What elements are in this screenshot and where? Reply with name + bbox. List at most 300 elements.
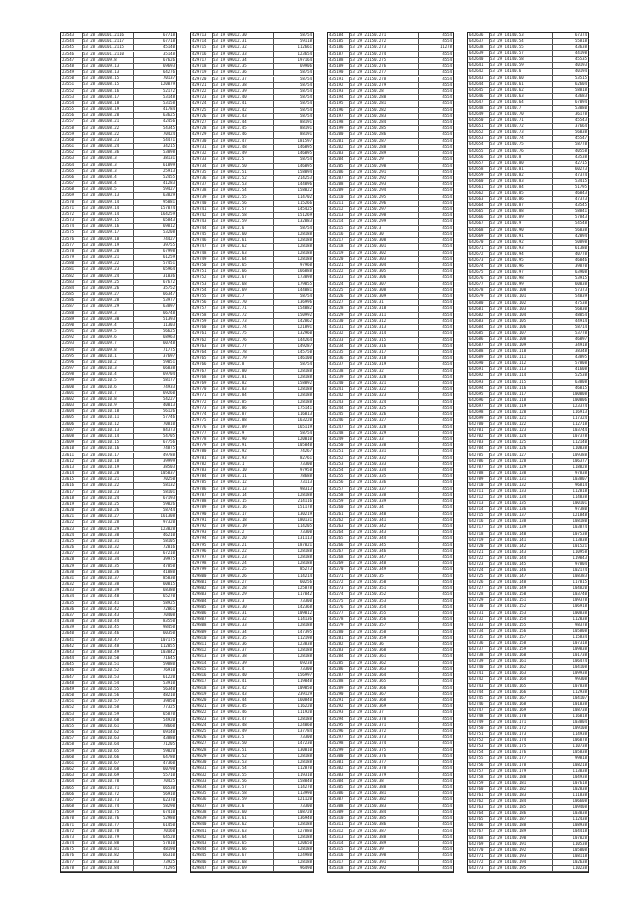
row-id: 642769 <box>469 842 490 847</box>
row-id: 435260 <box>329 505 350 510</box>
row-code: 53 28 300110.29 <box>83 527 134 532</box>
row-id: 642734 <box>469 629 490 634</box>
row-code: 53 29 14140.160 <box>490 653 553 658</box>
row-value: 58754 <box>299 88 312 93</box>
row-value: 4554 <box>442 188 452 193</box>
row-code: 53 29 21150.310 <box>350 306 419 311</box>
row-code: 53 29 21150.362 <box>350 661 419 666</box>
row-value: 128188 <box>297 648 312 653</box>
row-id: 435300 <box>329 754 350 759</box>
row-code: 53 29 14140.187 <box>490 817 553 822</box>
row-code: 53 28 300110.22 <box>83 483 134 488</box>
row-id: 435252 <box>329 456 350 461</box>
row-id: 429776 <box>192 425 213 430</box>
row-id: 23607 <box>62 428 83 433</box>
row-value: 106078 <box>572 738 587 743</box>
row-value: 58177 <box>162 378 175 383</box>
row-value: 4554 <box>442 697 452 702</box>
row-code: 53 29 14140.104 <box>490 313 553 318</box>
row-id: 23618 <box>62 496 83 501</box>
row-value: 4554 <box>442 635 452 640</box>
row-value: 73113 <box>299 480 312 485</box>
row-value: 67672 <box>162 279 175 284</box>
row-code: 53 29 14140.192 <box>490 848 553 853</box>
row-code: 53 19 09013.64 <box>213 835 274 840</box>
row-value: 40013 <box>162 403 175 408</box>
row-id: 435235 <box>329 350 350 355</box>
row-value: 173098 <box>297 275 312 280</box>
row-code: 53 19 09012.83 <box>213 387 274 392</box>
row-id: 435194 <box>329 95 350 100</box>
row-value: 147230 <box>297 741 312 746</box>
row-code: 53 28 300110.64 <box>83 742 134 747</box>
row-value: 144081 <box>297 287 312 292</box>
row-id: 435258 <box>329 493 350 498</box>
row-value: 4554 <box>442 331 452 336</box>
row-value: 112140 <box>572 440 587 445</box>
row-value: 41784 <box>162 107 175 112</box>
row-code: 53 29 14140.152 <box>490 604 553 609</box>
row-id: 642720 <box>469 544 490 549</box>
row-id: 642709 <box>469 477 490 482</box>
row-value: 4554 <box>442 443 452 448</box>
row-code: 53 28 300110.79 <box>83 835 134 840</box>
row-value: 97958 <box>299 468 312 473</box>
row-code: 53 19 09012.79 <box>213 356 274 361</box>
row-id: 429783 <box>192 468 213 473</box>
row-id: 642680 <box>469 301 490 306</box>
row-code: 53 29 14140.62 <box>490 88 553 93</box>
row-code: 53 19 09013.11 <box>213 474 274 479</box>
row-code: 53 19 09013.33 <box>213 623 274 628</box>
row-code: 53 29 21150.294 <box>350 188 419 193</box>
row-value: 56625 <box>162 329 175 334</box>
row-code: 53 19 09013.17 <box>213 512 274 517</box>
row-code: 53 28 300110.48 <box>83 644 134 649</box>
row-id: 642672 <box>469 252 490 257</box>
row-value: 128188 <box>297 244 312 249</box>
row-value: 4554 <box>442 561 452 566</box>
row-value: 128188 <box>297 231 312 236</box>
row-value: 56038 <box>574 227 587 232</box>
row-code: 53 29 21150.305 <box>350 269 419 274</box>
row-code: 53 29 14140.89 <box>490 215 553 220</box>
row-code: 53 19 09013.63 <box>213 829 274 834</box>
row-code: 53 29 21150.323 <box>350 393 419 398</box>
row-value: 58754 <box>299 294 312 299</box>
row-id: 642652 <box>469 130 490 135</box>
row-value: 106608 <box>572 799 587 804</box>
row-value: 35148 <box>162 51 175 56</box>
row-code: 53 28 300109.22 <box>83 261 134 266</box>
row-code: 53 19 09013.67 <box>213 853 274 858</box>
row-code: 53 29 21150.315 <box>350 338 419 343</box>
row-value: 103874 <box>572 525 587 530</box>
row-code: 53 28 300108.21 <box>83 119 134 124</box>
row-code: 53 19 09012.34 <box>213 58 274 63</box>
row-id: 435211 <box>329 201 350 206</box>
row-id: 23638 <box>62 619 83 624</box>
row-code: 53 29 21150.297 <box>350 207 419 212</box>
row-value: 74427 <box>162 236 175 241</box>
row-id: 429788 <box>192 499 213 504</box>
row-id: 23565 <box>62 169 83 174</box>
row-value: 96490 <box>299 865 312 870</box>
row-value: 73300 <box>299 598 312 603</box>
row-id: 23608 <box>62 434 83 439</box>
row-code: 53 29 14140.76 <box>490 149 553 154</box>
row-code: 53 29 14140.74 <box>490 136 553 141</box>
row-value: 4554 <box>442 772 452 777</box>
row-id: 429791 <box>192 518 213 523</box>
row-id: 642651 <box>469 124 490 129</box>
row-value: 53915 <box>574 276 587 281</box>
row-value: 58778 <box>574 142 587 147</box>
row-id: 435214 <box>329 219 350 224</box>
row-code: 53 19 09013.41 <box>213 679 274 684</box>
row-code: 53 29 21150.289 <box>350 151 419 156</box>
row-value: 4554 <box>442 337 452 342</box>
row-code: 53 28 300109.5 <box>83 329 134 334</box>
row-id: 642658 <box>469 167 490 172</box>
row-id: 642740 <box>469 665 490 670</box>
column-block-4 <box>467 32 589 873</box>
row-id: 435285 <box>329 661 350 666</box>
column-block-3 <box>327 32 454 873</box>
row-value: 4554 <box>442 480 452 485</box>
row-code: 53 29 14140.128 <box>490 459 553 464</box>
row-code: 53 29 14140.95 <box>490 258 553 263</box>
row-id: 435298 <box>329 741 350 746</box>
row-id: 23649 <box>62 687 83 692</box>
row-code: 53 29 14140.180 <box>490 775 553 780</box>
row-value: 4554 <box>442 710 452 715</box>
row-code: 53 29 14140.92 <box>490 240 553 245</box>
row-id: 23600 <box>62 385 83 390</box>
row-id: 429731 <box>192 145 213 150</box>
row-value: 63897 <box>162 304 175 309</box>
row-code: 53 28 300109.8 <box>83 58 134 63</box>
row-id: 23605 <box>62 415 83 420</box>
row-id: 435198 <box>329 120 350 125</box>
row-code: 53 19 09012.80 <box>213 369 274 374</box>
row-id: 435221 <box>329 263 350 268</box>
row-value: 53910 <box>162 680 175 685</box>
row-code: 53 29 14140.9 <box>490 221 553 226</box>
row-code: 53 28 300108.3 <box>83 163 134 168</box>
row-code: 53 19 09012.7 <box>213 294 274 299</box>
row-id: 429819 <box>192 692 213 697</box>
row-value: 76910 <box>162 668 175 673</box>
row-value: 4554 <box>442 691 452 696</box>
row-value: 4554 <box>442 822 452 827</box>
row-value: 130219 <box>297 511 312 516</box>
row-code: 53 29 14140.98 <box>490 276 553 281</box>
row-code: 53 29 21150.360 <box>350 648 419 653</box>
row-id: 642724 <box>469 568 490 573</box>
row-code: 53 29 14140.157 <box>490 635 553 640</box>
row-id: 429806 <box>192 611 213 616</box>
row-value: 38503 <box>162 464 175 469</box>
row-value: 4554 <box>442 256 452 261</box>
row-id: 23674 <box>62 841 83 846</box>
row-id: 429773 <box>192 406 213 411</box>
row-code: 53 19 09012.54 <box>213 188 274 193</box>
row-value: 147395 <box>297 629 312 634</box>
row-id: 23574 <box>62 224 83 229</box>
row-id: 642700 <box>469 422 490 427</box>
row-id: 435296 <box>329 729 350 734</box>
row-code: 53 19 09013.3 <box>213 599 274 604</box>
row-value: 103807 <box>572 476 587 481</box>
row-code: 53 29 21150.316 <box>350 344 419 349</box>
row-value: 53415 <box>574 178 587 183</box>
row-code: 53 28 300110.77 <box>83 823 134 828</box>
row-id: 435204 <box>329 157 350 162</box>
row-id: 642748 <box>469 714 490 719</box>
row-id: 23673 <box>62 835 83 840</box>
row-value: 128188 <box>297 492 312 497</box>
row-code: 53 29 21150.318 <box>350 356 419 361</box>
row-code: 53 28 300101.2115 <box>83 45 134 50</box>
row-code: 53 28 300110.35 <box>83 564 134 569</box>
row-value: 97380 <box>574 507 587 512</box>
row-code: 53 29 21150.288 <box>350 145 419 150</box>
row-code: 53 29 21150.292 <box>350 176 419 181</box>
row-code: 53 28 300110.14 <box>83 434 134 439</box>
row-code: 53 29 14140.118 <box>490 398 553 403</box>
row-value: 61099 <box>162 162 175 167</box>
row-value: 4554 <box>442 244 452 249</box>
row-code: 53 29 14140.121 <box>490 416 553 421</box>
row-code: 53 19 09013.68 <box>213 860 274 865</box>
row-value: 4554 <box>442 449 452 454</box>
row-id: 429811 <box>192 642 213 647</box>
row-value: 58754 <box>299 430 312 435</box>
row-code: 53 29 21150.364 <box>350 673 419 678</box>
row-id: 429816 <box>192 673 213 678</box>
row-id: 435277 <box>329 611 350 616</box>
row-code: 53 28 300110.20 <box>83 471 134 476</box>
row-id: 435202 <box>329 145 350 150</box>
row-value: 146095 <box>297 163 312 168</box>
row-code: 53 29 21150.276 <box>350 64 419 69</box>
row-id: 429801 <box>192 580 213 585</box>
row-value: 123038 <box>297 642 312 647</box>
row-code: 53 29 14140.123 <box>490 428 553 433</box>
row-id: 642742 <box>469 677 490 682</box>
row-id: 642767 <box>469 829 490 834</box>
row-value: 121120 <box>297 797 312 802</box>
row-code: 53 29 14140.119 <box>490 404 553 409</box>
row-value: 58290 <box>162 804 175 809</box>
row-code: 53 28 300110.8 <box>83 397 134 402</box>
row-value: 4554 <box>442 356 452 361</box>
row-id: 429794 <box>192 536 213 541</box>
row-code: 53 29 14140.167 <box>490 696 553 701</box>
row-value: 84373 <box>162 427 175 432</box>
row-code: 53 28 300110.67 <box>83 761 134 766</box>
row-code: 53 19 09012.37 <box>213 77 274 82</box>
row-id: 23554 <box>62 101 83 106</box>
row-id: 23614 <box>62 471 83 476</box>
row-value: 4554 <box>442 828 452 833</box>
row-id: 23585 <box>62 292 83 297</box>
row-code: 53 29 21150.376 <box>350 754 419 759</box>
row-id: 429833 <box>192 779 213 784</box>
row-code: 53 28 300109.14 <box>83 200 134 205</box>
row-value: 109050 <box>297 685 312 690</box>
row-id: 429814 <box>192 661 213 666</box>
row-code: 53 29 21150.36 <box>350 642 419 647</box>
row-value: 50898 <box>574 239 587 244</box>
row-value: 113990 <box>297 791 312 796</box>
row-id: 642665 <box>469 209 490 214</box>
row-code: 53 29 14140.163 <box>490 671 553 676</box>
row-id: 642688 <box>469 349 490 354</box>
row-id: 429735 <box>192 170 213 175</box>
row-id: 429782 <box>192 462 213 467</box>
row-id: 642663 <box>469 197 490 202</box>
row-code: 53 19 09012.46 <box>213 132 274 137</box>
row-code: 53 19 09013.69 <box>213 866 274 871</box>
row-id: 435200 <box>329 132 350 137</box>
row-id: 642735 <box>469 635 490 640</box>
row-value: 128188 <box>297 555 312 560</box>
row-value: 61259 <box>162 255 175 260</box>
row-code: 53 29 21150.282 <box>350 108 419 113</box>
row-id: 642657 <box>469 161 490 166</box>
row-id: 642659 <box>469 173 490 178</box>
row-id: 23627 <box>62 551 83 556</box>
row-code: 53 28 300110.38 <box>83 582 134 587</box>
row-id: 429729 <box>192 132 213 137</box>
row-id: 642644 <box>469 82 490 87</box>
row-id: 435283 <box>329 648 350 653</box>
row-id: 642768 <box>469 836 490 841</box>
row-id: 642675 <box>469 270 490 275</box>
row-code: 53 29 14140.159 <box>490 647 553 652</box>
row-code: 53 19 09012.33 <box>213 52 274 57</box>
row-code: 53 29 21150.304 <box>350 263 419 268</box>
row-id: 435228 <box>329 306 350 311</box>
row-id: 23664 <box>62 779 83 784</box>
row-value: 154082 <box>297 306 312 311</box>
row-value: 46046 <box>574 257 587 262</box>
row-id: 435269 <box>329 561 350 566</box>
row-id: 23647 <box>62 675 83 680</box>
row-value: 100838 <box>572 610 587 615</box>
row-code: 53 29 14140.168 <box>490 702 553 707</box>
row-code: 53 28 300110.50 <box>83 656 134 661</box>
row-code: 53 29 14140.142 <box>490 544 553 549</box>
row-value: 59020 <box>162 748 175 753</box>
row-code: 53 19 09013.60 <box>213 810 274 815</box>
row-code: 53 29 21150.283 <box>350 114 419 119</box>
row-id: 642764 <box>469 811 490 816</box>
row-code: 53 19 09013.34 <box>213 630 274 635</box>
row-id: 23547 <box>62 58 83 63</box>
row-code: 53 29 21150.370 <box>350 717 419 722</box>
row-value: 4554 <box>442 113 452 118</box>
row-value: 74933 <box>162 384 175 389</box>
row-value: 107175 <box>160 637 175 642</box>
row-code: 53 28 300110.30 <box>83 533 134 538</box>
row-code: 53 28 300110.40 <box>83 594 134 599</box>
row-value: 58754 <box>299 95 312 100</box>
row-code: 53 19 09013.13 <box>213 487 274 492</box>
row-code: 53 29 21150.291 <box>350 170 419 175</box>
row-value: 4554 <box>442 194 452 199</box>
row-code: 53 19 09013.36 <box>213 642 274 647</box>
row-value: 124060 <box>297 722 312 727</box>
row-code: 53 29 14140.59 <box>490 63 553 68</box>
row-code: 53 29 14140.75 <box>490 142 553 147</box>
row-id: 429825 <box>192 729 213 734</box>
row-value: 164259 <box>160 211 175 216</box>
row-value: 4554 <box>442 269 452 274</box>
row-value: 64780 <box>162 754 175 759</box>
row-value: 123028 <box>160 526 175 531</box>
row-code: 53 28 300109.13 <box>83 64 134 69</box>
row-id: 23564 <box>62 163 83 168</box>
row-code: 53 29 21150.379 <box>350 773 419 778</box>
row-value: 4554 <box>442 219 452 224</box>
row-value: 58754 <box>299 101 312 106</box>
row-id: 642716 <box>469 519 490 524</box>
row-value: 101521 <box>572 543 587 548</box>
row-id: 23672 <box>62 829 83 834</box>
row-id: 642717 <box>469 525 490 530</box>
row-id: 435263 <box>329 524 350 529</box>
row-value: 146095 <box>297 151 312 156</box>
row-code: 53 19 09013.10 <box>213 468 274 473</box>
row-code: 53 29 14140.191 <box>490 842 553 847</box>
row-code: 53 29 14140.102 <box>490 301 553 306</box>
row-value: 115266 <box>297 200 312 205</box>
row-value: 4554 <box>442 859 452 864</box>
row-code: 53 29 21150.277 <box>350 70 419 75</box>
row-id: 23591 <box>62 329 83 334</box>
row-code: 53 29 21150.388 <box>350 835 419 840</box>
row-id: 429810 <box>192 636 213 641</box>
row-id: 435250 <box>329 443 350 448</box>
row-id: 642750 <box>469 726 490 731</box>
row-id: 642664 <box>469 203 490 208</box>
row-id: 23661 <box>62 761 83 766</box>
row-value: 4554 <box>442 64 452 69</box>
row-code: 53 29 14140.149 <box>490 586 553 591</box>
row-value: 4554 <box>442 393 452 398</box>
row-id: 435210 <box>329 195 350 200</box>
row-id: 23551 <box>62 82 83 87</box>
row-id: 429843 <box>192 841 213 846</box>
row-code: 53 29 21150.343 <box>350 530 419 535</box>
row-id: 642753 <box>469 744 490 749</box>
row-code: 53 29 21150.284 <box>350 120 419 125</box>
row-value: 4554 <box>442 505 452 510</box>
row-id: 642670 <box>469 240 490 245</box>
row-value: 51393 <box>162 316 175 321</box>
row-code: 53 29 21150.377 <box>350 760 419 765</box>
row-id: 642715 <box>469 513 490 518</box>
row-value: 180131 <box>297 517 312 522</box>
row-id: 642741 <box>469 671 490 676</box>
row-code: 53 29 14140.99 <box>490 282 553 287</box>
row-value: 105808 <box>572 628 587 633</box>
row-id: 642661 <box>469 185 490 190</box>
row-code: 53 28 300109.16 <box>83 224 134 229</box>
